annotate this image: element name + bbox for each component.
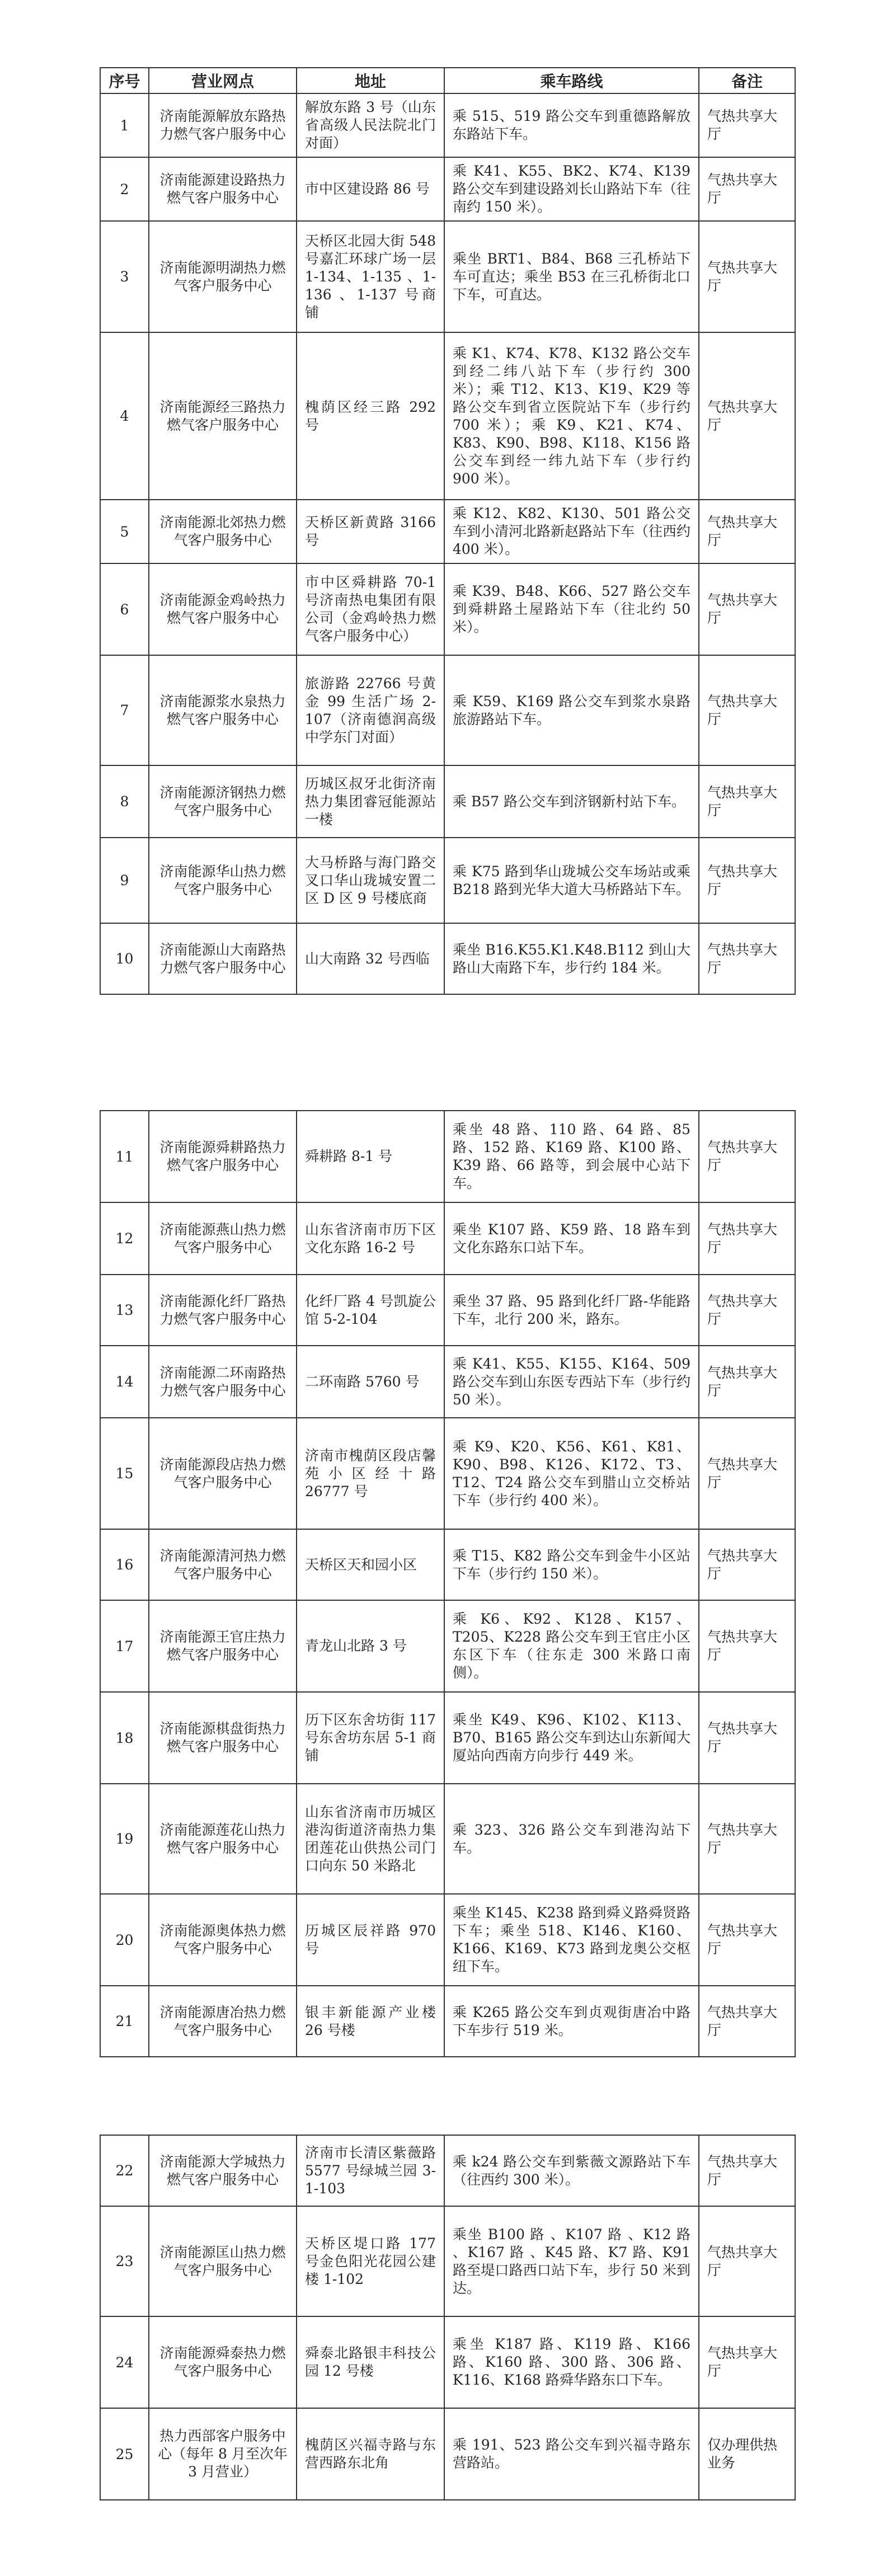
table-cell-seq: 9 xyxy=(100,838,149,923)
table-cell-outlet: 济南能源建设路热力燃气客户服务中心 xyxy=(149,157,297,221)
table-row xyxy=(100,2135,795,2206)
table-cell-address: 市中区建设路 86 号 xyxy=(297,157,444,221)
table-cell-seq: 4 xyxy=(100,332,149,500)
table-row xyxy=(100,1600,795,1692)
table-cell-outlet: 济南能源济钢热力燃气客户服务中心 xyxy=(149,765,297,838)
table-cell-seq: 17 xyxy=(100,1600,149,1692)
table-cell-outlet: 济南能源山大南路热力燃气客户服务中心 xyxy=(149,923,297,994)
table-cell-route: 乘 K6、K92、K128、K157、T205、K228 路公交车到王官庄小区东区下车（往东走 300 米路口南侧）。 xyxy=(444,1600,699,1692)
table-row xyxy=(100,1346,795,1418)
table-row xyxy=(100,221,795,332)
table-cell-address: 槐荫区经三路 292 号 xyxy=(297,332,444,500)
table-cell-address: 旅游路 22766 号黄金 99 生活广场 2-107（济南德润高级中学东门对面） xyxy=(297,655,444,765)
table-cell-seq: 15 xyxy=(100,1418,149,1529)
table-cell-seq: 8 xyxy=(100,765,149,838)
table-cell-note: 气热共享大厅 xyxy=(699,1784,795,1894)
table-cell-note: 气热共享大厅 xyxy=(699,1346,795,1418)
table-row xyxy=(100,563,795,655)
table-cell-seq: 10 xyxy=(100,923,149,994)
table-row xyxy=(100,1202,795,1275)
table-cell-seq: 2 xyxy=(100,157,149,221)
table-row xyxy=(100,2408,795,2500)
table-cell-note: 气热共享大厅 xyxy=(699,1418,795,1529)
table-cell-note: 气热共享大厅 xyxy=(699,157,795,221)
header-row xyxy=(100,68,795,93)
table-cell-outlet: 济南能源经三路热力燃气客户服务中心 xyxy=(149,332,297,500)
table-cell-outlet: 济南能源解放东路热力燃气客户服务中心 xyxy=(149,93,297,157)
table-cell-route: 乘坐 K187 路、K119 路、K166 路、K160 路、300 路、306 路、K116、K168 路舜华路东口下车。 xyxy=(444,2316,699,2408)
table-cell-outlet: 济南能源奥体热力燃气客户服务中心 xyxy=(149,1894,297,1986)
table-cell-route: 乘坐 48 路、110 路、64 路、85 路、152 路、K169 路、K100 路、K39 路、66 路等，到会展中心站下车。 xyxy=(444,1111,699,1202)
table-cell-outlet: 济南能源燕山热力燃气客户服务中心 xyxy=(149,1202,297,1275)
table-cell-note: 气热共享大厅 xyxy=(699,838,795,923)
table-cell-address: 天桥区堤口路 177 号金色阳光花园公建楼 1-102 xyxy=(297,2206,444,2316)
table-row xyxy=(100,500,795,563)
table-cell-address: 历城区辰祥路 970 号 xyxy=(297,1894,444,1986)
table-cell-address: 天桥区新黄路 3166 号 xyxy=(297,500,444,563)
table-row xyxy=(100,157,795,221)
table-cell-address: 槐荫区兴福寺路与东营西路东北角 xyxy=(297,2408,444,2500)
table-cell-route: 乘 K41、K55、BK2、K74、K139 路公交车到建设路刘长山路站下车（往南约 150 米）。 xyxy=(444,157,699,221)
table-cell-outlet: 济南能源北郊热力燃气客户服务中心 xyxy=(149,500,297,563)
header-address: 地址 xyxy=(297,68,444,93)
table-cell-note: 仅办理供热业务 xyxy=(699,2408,795,2500)
table-cell-route: 乘 k24 路公交车到紫薇文源路站下车（往西约 300 米）。 xyxy=(444,2135,699,2206)
table-cell-note: 气热共享大厅 xyxy=(699,765,795,838)
table-cell-seq: 16 xyxy=(100,1529,149,1600)
table-cell-note: 气热共享大厅 xyxy=(699,2135,795,2206)
service-table-part-1 xyxy=(100,67,796,995)
service-table-part-3 xyxy=(100,2135,796,2500)
table-cell-outlet: 济南能源王官庄热力燃气客户服务中心 xyxy=(149,1600,297,1692)
table-cell-address: 历城区叔牙北街济南热力集团睿冠能源站一楼 xyxy=(297,765,444,838)
table-cell-outlet: 济南能源唐冶热力燃气客户服务中心 xyxy=(149,1986,297,2057)
table-cell-seq: 20 xyxy=(100,1894,149,1986)
table-cell-note: 气热共享大厅 xyxy=(699,2316,795,2408)
table-cell-address: 济南市长清区紫薇路 5577 号绿城兰园 3-1-103 xyxy=(297,2135,444,2206)
table-row xyxy=(100,1418,795,1529)
table-row xyxy=(100,1784,795,1894)
table-cell-route: 乘坐 K49、K96、K102、K113、B70、B165 路公交车到达山东新闻大厦站向西南方向步行 449 米。 xyxy=(444,1692,699,1784)
table-cell-route: 乘 B57 路公交车到济钢新村站下车。 xyxy=(444,765,699,838)
table-cell-seq: 22 xyxy=(100,2135,149,2206)
table-cell-route: 乘坐 K107 路、K59 路、18 路车到文化东路东口站下车。 xyxy=(444,1202,699,1275)
table-cell-outlet: 济南能源匡山热力燃气客户服务中心 xyxy=(149,2206,297,2316)
table-cell-seq: 5 xyxy=(100,500,149,563)
table-cell-outlet: 济南能源舜泰热力燃气客户服务中心 xyxy=(149,2316,297,2408)
table-cell-note: 气热共享大厅 xyxy=(699,563,795,655)
header-outlet: 营业网点 xyxy=(149,68,297,93)
table-cell-note: 气热共享大厅 xyxy=(699,655,795,765)
table-cell-seq: 21 xyxy=(100,1986,149,2057)
table-cell-route: 乘 515、519 路公交车到重德路解放东路站下车。 xyxy=(444,93,699,157)
table-cell-route: 乘 K75 路到华山珑城公交车场站或乘 B218 路到光华大道大马桥路站下车。 xyxy=(444,838,699,923)
table-cell-address: 山大南路 32 号西临 xyxy=(297,923,444,994)
table-cell-outlet: 济南能源金鸡岭热力燃气客户服务中心 xyxy=(149,563,297,655)
table-cell-route: 乘 K9、K20、K56、K61、K81、K90、B98、K126、K172、T3、T12、T24 路公交车到腊山立交桥站下车（步行约 400 米）。 xyxy=(444,1418,699,1529)
table-cell-address: 大马桥路与海门路交叉口华山珑城安置二区 D 区 9 号楼底商 xyxy=(297,838,444,923)
table-cell-note: 气热共享大厅 xyxy=(699,332,795,500)
table-cell-outlet: 济南能源化纤厂路热力燃气客户服务中心 xyxy=(149,1275,297,1346)
table-cell-seq: 13 xyxy=(100,1275,149,1346)
table-cell-note: 气热共享大厅 xyxy=(699,2206,795,2316)
table-cell-outlet: 济南能源棋盘街热力燃气客户服务中心 xyxy=(149,1692,297,1784)
table-cell-address: 舜耕路 8-1 号 xyxy=(297,1111,444,1202)
table-row xyxy=(100,1111,795,1202)
service-table-part-2 xyxy=(100,1110,796,2057)
table-row xyxy=(100,923,795,994)
table-cell-route: 乘 323、326 路公交车到港沟站下车。 xyxy=(444,1784,699,1894)
table-row xyxy=(100,838,795,923)
table-cell-seq: 24 xyxy=(100,2316,149,2408)
table-cell-note: 气热共享大厅 xyxy=(699,1111,795,1202)
table-cell-address: 解放东路 3 号（山东省高级人民法院北门对面） xyxy=(297,93,444,157)
table-cell-note: 气热共享大厅 xyxy=(699,1529,795,1600)
table-cell-seq: 23 xyxy=(100,2206,149,2316)
table-row xyxy=(100,93,795,157)
table-cell-address: 山东省济南市历城区港沟街道济南热力集团莲花山供热公司门口向东 50 米路北 xyxy=(297,1784,444,1894)
table-cell-outlet: 热力西部客户服务中心（每年 8 月至次年 3 月营业） xyxy=(149,2408,297,2500)
header-route: 乘车路线 xyxy=(444,68,699,93)
table-cell-outlet: 济南能源浆水泉热力燃气客户服务中心 xyxy=(149,655,297,765)
header-note: 备注 xyxy=(699,68,795,93)
table-row xyxy=(100,1894,795,1986)
table-row xyxy=(100,2206,795,2316)
table-cell-address: 二环南路 5760 号 xyxy=(297,1346,444,1418)
table-cell-note: 气热共享大厅 xyxy=(699,1600,795,1692)
table-cell-address: 市中区舜耕路 70-1 号济南热电集团有限公司（金鸡岭热力燃气客户服务中心） xyxy=(297,563,444,655)
table-cell-note: 气热共享大厅 xyxy=(699,93,795,157)
table-cell-note: 气热共享大厅 xyxy=(699,221,795,332)
table-cell-seq: 19 xyxy=(100,1784,149,1894)
table-cell-seq: 3 xyxy=(100,221,149,332)
table-row xyxy=(100,1529,795,1600)
table-cell-note: 气热共享大厅 xyxy=(699,1202,795,1275)
table-cell-address: 济南市槐荫区段店馨苑小区经十路 26777 号 xyxy=(297,1418,444,1529)
table-cell-route: 乘坐 B100 路 、K107 路 、K12 路 、K167 路 、K45 路、K7 路、K91 路至堤口路西口站下车，步行 50 米到达。 xyxy=(444,2206,699,2316)
table-cell-seq: 6 xyxy=(100,563,149,655)
table-cell-note: 气热共享大厅 xyxy=(699,1275,795,1346)
table-cell-address: 天桥区天和园小区 xyxy=(297,1529,444,1600)
table-cell-route: 乘 T15、K82 路公交车到金牛小区站下车（步行约 150 米）。 xyxy=(444,1529,699,1600)
table-cell-outlet: 济南能源段店热力燃气客户服务中心 xyxy=(149,1418,297,1529)
table-cell-route: 乘坐 37 路、95 路到化纤厂路-华能路下车，北行 200 米，路东。 xyxy=(444,1275,699,1346)
table-cell-route: 乘 K265 路公交车到贞观街唐冶中路下车步行 519 米。 xyxy=(444,1986,699,2057)
table-cell-outlet: 济南能源大学城热力燃气客户服务中心 xyxy=(149,2135,297,2206)
table-cell-seq: 18 xyxy=(100,1692,149,1784)
table-row xyxy=(100,332,795,500)
table-cell-seq: 12 xyxy=(100,1202,149,1275)
table-row xyxy=(100,1986,795,2057)
table-cell-seq: 25 xyxy=(100,2408,149,2500)
table-row xyxy=(100,765,795,838)
table-cell-address: 舜泰北路银丰科技公园 12 号楼 xyxy=(297,2316,444,2408)
table-cell-outlet: 济南能源舜耕路热力燃气客户服务中心 xyxy=(149,1111,297,1202)
table-cell-address: 天桥区北园大街 548 号嘉汇环球广场一层 1-134、1-135 、1-136 、1-137 号商铺 xyxy=(297,221,444,332)
table-cell-route: 乘 K12、K82、K130、501 路公交车到小清河北路新赵路站下车（往西约 400 米）。 xyxy=(444,500,699,563)
table-cell-address: 青龙山北路 3 号 xyxy=(297,1600,444,1692)
table-cell-seq: 1 xyxy=(100,93,149,157)
table-cell-outlet: 济南能源二环南路热力燃气客户服务中心 xyxy=(149,1346,297,1418)
table-cell-note: 气热共享大厅 xyxy=(699,923,795,994)
table-cell-note: 气热共享大厅 xyxy=(699,1894,795,1986)
table-cell-seq: 14 xyxy=(100,1346,149,1418)
table-cell-route: 乘 K39、B48、K66、527 路公交车到舜耕路土屋路站下车（往北约 50 米）。 xyxy=(444,563,699,655)
table-cell-route: 乘 K59、K169 路公交车到浆水泉路旅游路站下车。 xyxy=(444,655,699,765)
table-cell-address: 历下区东舍坊街 117 号东舍坊东居 5-1 商铺 xyxy=(297,1692,444,1784)
table-cell-note: 气热共享大厅 xyxy=(699,1692,795,1784)
table-cell-outlet: 济南能源清河热力燃气客户服务中心 xyxy=(149,1529,297,1600)
table-cell-note: 气热共享大厅 xyxy=(699,500,795,563)
table-cell-outlet: 济南能源莲花山热力燃气客户服务中心 xyxy=(149,1784,297,1894)
table-cell-outlet: 济南能源华山热力燃气客户服务中心 xyxy=(149,838,297,923)
table-row xyxy=(100,1275,795,1346)
table-cell-seq: 7 xyxy=(100,655,149,765)
table-cell-route: 乘 K1、K74、K78、K132 路公交车到经二纬八站下车（步行约 300 米）；乘 T12、K13、K19、K29 等路公交车到省立医院站下车（步行约 700 米）；乘 K9、K21、K74、K83、K90、B98、K118、K156 路公交车到经一纬九站下车（步行约 900 米）。 xyxy=(444,332,699,500)
table-cell-address: 化纤厂路 4 号凯旋公馆 5-2-104 xyxy=(297,1275,444,1346)
table-cell-route: 乘坐 B16.K55.K1.K48.B112 到山大路山大南路下车，步行约 184 米。 xyxy=(444,923,699,994)
table-row xyxy=(100,2316,795,2408)
table-cell-route: 乘 K41、K55、K155、K164、509 路公交车到山东医专西站下车（步行约 50 米）。 xyxy=(444,1346,699,1418)
table-cell-seq: 11 xyxy=(100,1111,149,1202)
table-cell-address: 山东省济南市历下区文化东路 16-2 号 xyxy=(297,1202,444,1275)
table-row xyxy=(100,655,795,765)
table-cell-route: 乘坐 BRT1、B84、B68 三孔桥站下车可直达；乘坐 B53 在三孔桥街北口下车，可直达。 xyxy=(444,221,699,332)
header-seq: 序号 xyxy=(100,68,149,93)
table-cell-outlet: 济南能源明湖热力燃气客户服务中心 xyxy=(149,221,297,332)
table-row xyxy=(100,1692,795,1784)
table-cell-address: 银丰新能源产业楼 26 号楼 xyxy=(297,1986,444,2057)
table-cell-note: 气热共享大厅 xyxy=(699,1986,795,2057)
table-cell-route: 乘 191、523 路公交车到兴福寺路东营路站。 xyxy=(444,2408,699,2500)
table-cell-route: 乘坐 K145、K238 路到舜义路舜贤路下车；乘坐 518、K146、K160、K166、K169、K73 路到龙奥公交枢纽下车。 xyxy=(444,1894,699,1986)
